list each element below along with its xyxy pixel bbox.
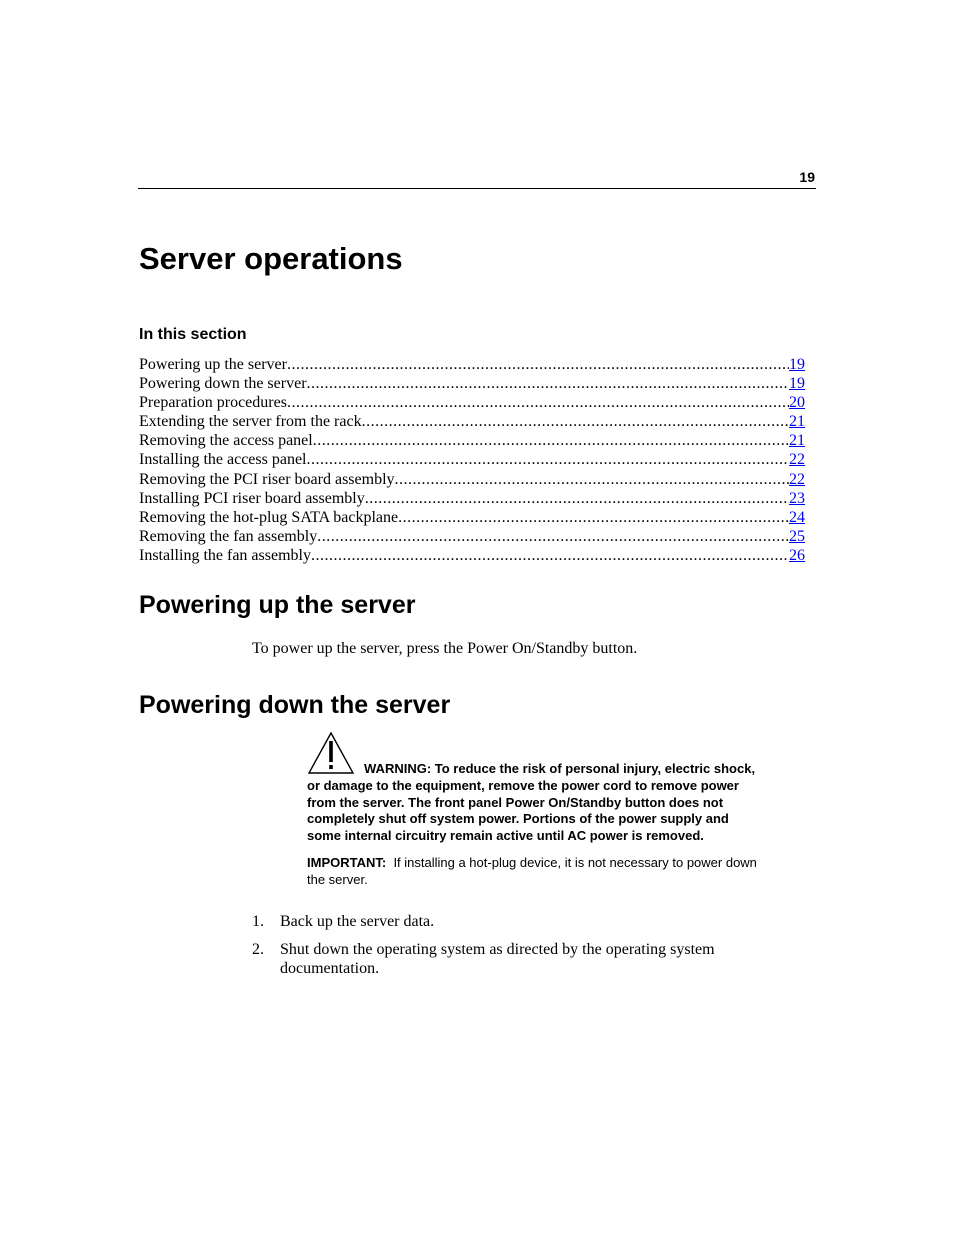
- toc-page-link[interactable]: 22: [789, 451, 805, 469]
- toc-entry: [139, 546, 805, 565]
- step-text: Shut down the operating system as directed by the operating system documentation.: [280, 941, 715, 977]
- toc-leader-dots: [313, 431, 789, 450]
- toc-leader-dots: [365, 489, 789, 508]
- toc-entry: [139, 412, 805, 431]
- toc-page-link[interactable]: 19: [789, 356, 805, 373]
- important-note: [307, 854, 757, 888]
- power-down-steps: [252, 912, 762, 987]
- warning-triangle-icon: [307, 731, 355, 775]
- toc-entry-title: Removing the access panel: [139, 432, 313, 450]
- toc-page-link[interactable]: 26: [789, 546, 805, 564]
- toc-entry: [139, 470, 805, 489]
- toc-leader-dots: [395, 470, 789, 489]
- toc-entry-title: Installing PCI riser board assembly: [139, 489, 365, 507]
- important-label: IMPORTANT:: [307, 854, 387, 870]
- section-heading-powering-up: Powering up the server: [139, 591, 416, 619]
- section-heading-powering-down: Powering down the server: [139, 691, 451, 719]
- toc-page-link[interactable]: 19: [789, 375, 805, 393]
- toc-entry: [139, 393, 805, 412]
- page-number: 19: [799, 169, 815, 185]
- toc-leader-dots: [287, 393, 789, 412]
- toc-entry-title: Removing the PCI riser board assembly: [139, 470, 395, 488]
- step-text: Back up the server data.: [280, 913, 435, 930]
- step-number: 2.: [252, 941, 264, 958]
- toc-leader-dots: [307, 450, 790, 469]
- toc-page-link[interactable]: 23: [789, 489, 805, 507]
- toc-entry-title: Removing the hot-plug SATA backplane: [139, 508, 399, 526]
- toc-page-link[interactable]: 22: [789, 470, 805, 488]
- toc-page-link[interactable]: 21: [789, 432, 805, 450]
- toc-page-link[interactable]: 21: [789, 413, 805, 431]
- toc-leader-dots: [398, 508, 789, 527]
- toc-entry: [139, 508, 805, 527]
- toc-leader-dots: [287, 355, 789, 374]
- toc-entry-title: Preparation procedures: [139, 394, 287, 412]
- step-item: [252, 912, 762, 931]
- toc-heading: In this section: [139, 326, 247, 343]
- toc-page-link[interactable]: 24: [789, 508, 805, 526]
- step-item: [252, 940, 762, 978]
- toc-entry: [139, 489, 805, 508]
- powering-up-text: To power up the server, press the Power On/Standby button.: [252, 640, 638, 657]
- toc-leader-dots: [307, 374, 789, 393]
- toc-entry: [139, 527, 805, 546]
- toc-entry: [139, 374, 805, 393]
- toc-entry-title: Extending the server from the rack: [139, 413, 362, 431]
- warning-note-block: [307, 731, 757, 888]
- toc-entry-title: Removing the fan assembly: [139, 527, 318, 545]
- chapter-title: Server operations: [139, 241, 403, 276]
- toc-page-link[interactable]: 25: [789, 527, 805, 545]
- toc-entry: [139, 355, 805, 374]
- toc-list: [139, 355, 805, 565]
- toc-entry-title: Powering up the server: [139, 356, 287, 373]
- toc-entry-title: Powering down the server: [139, 375, 307, 393]
- toc-leader-dots: [311, 546, 789, 565]
- toc-page-link[interactable]: 20: [789, 394, 805, 412]
- toc-leader-dots: [362, 412, 789, 431]
- toc-entry-title: Installing the fan assembly: [139, 546, 311, 564]
- header-rule: [138, 188, 816, 189]
- warning-text: WARNING: To reduce the risk of personal injury, electric shock, or damage to the equipment, remove the power cord to remove power from the server. The front panel Power On/Standby button does not completely shut off system power. Portions of the power supply and some internal circuitry remain active until AC power is removed.: [307, 761, 756, 844]
- toc-entry-title: Installing the access panel: [139, 451, 307, 469]
- step-number: 1.: [252, 913, 264, 930]
- toc-leader-dots: [317, 527, 789, 546]
- toc-entry: [139, 450, 805, 469]
- toc-entry: [139, 431, 805, 450]
- important-text: If installing a hot-plug device, it is not necessary to power down the server.: [307, 854, 757, 887]
